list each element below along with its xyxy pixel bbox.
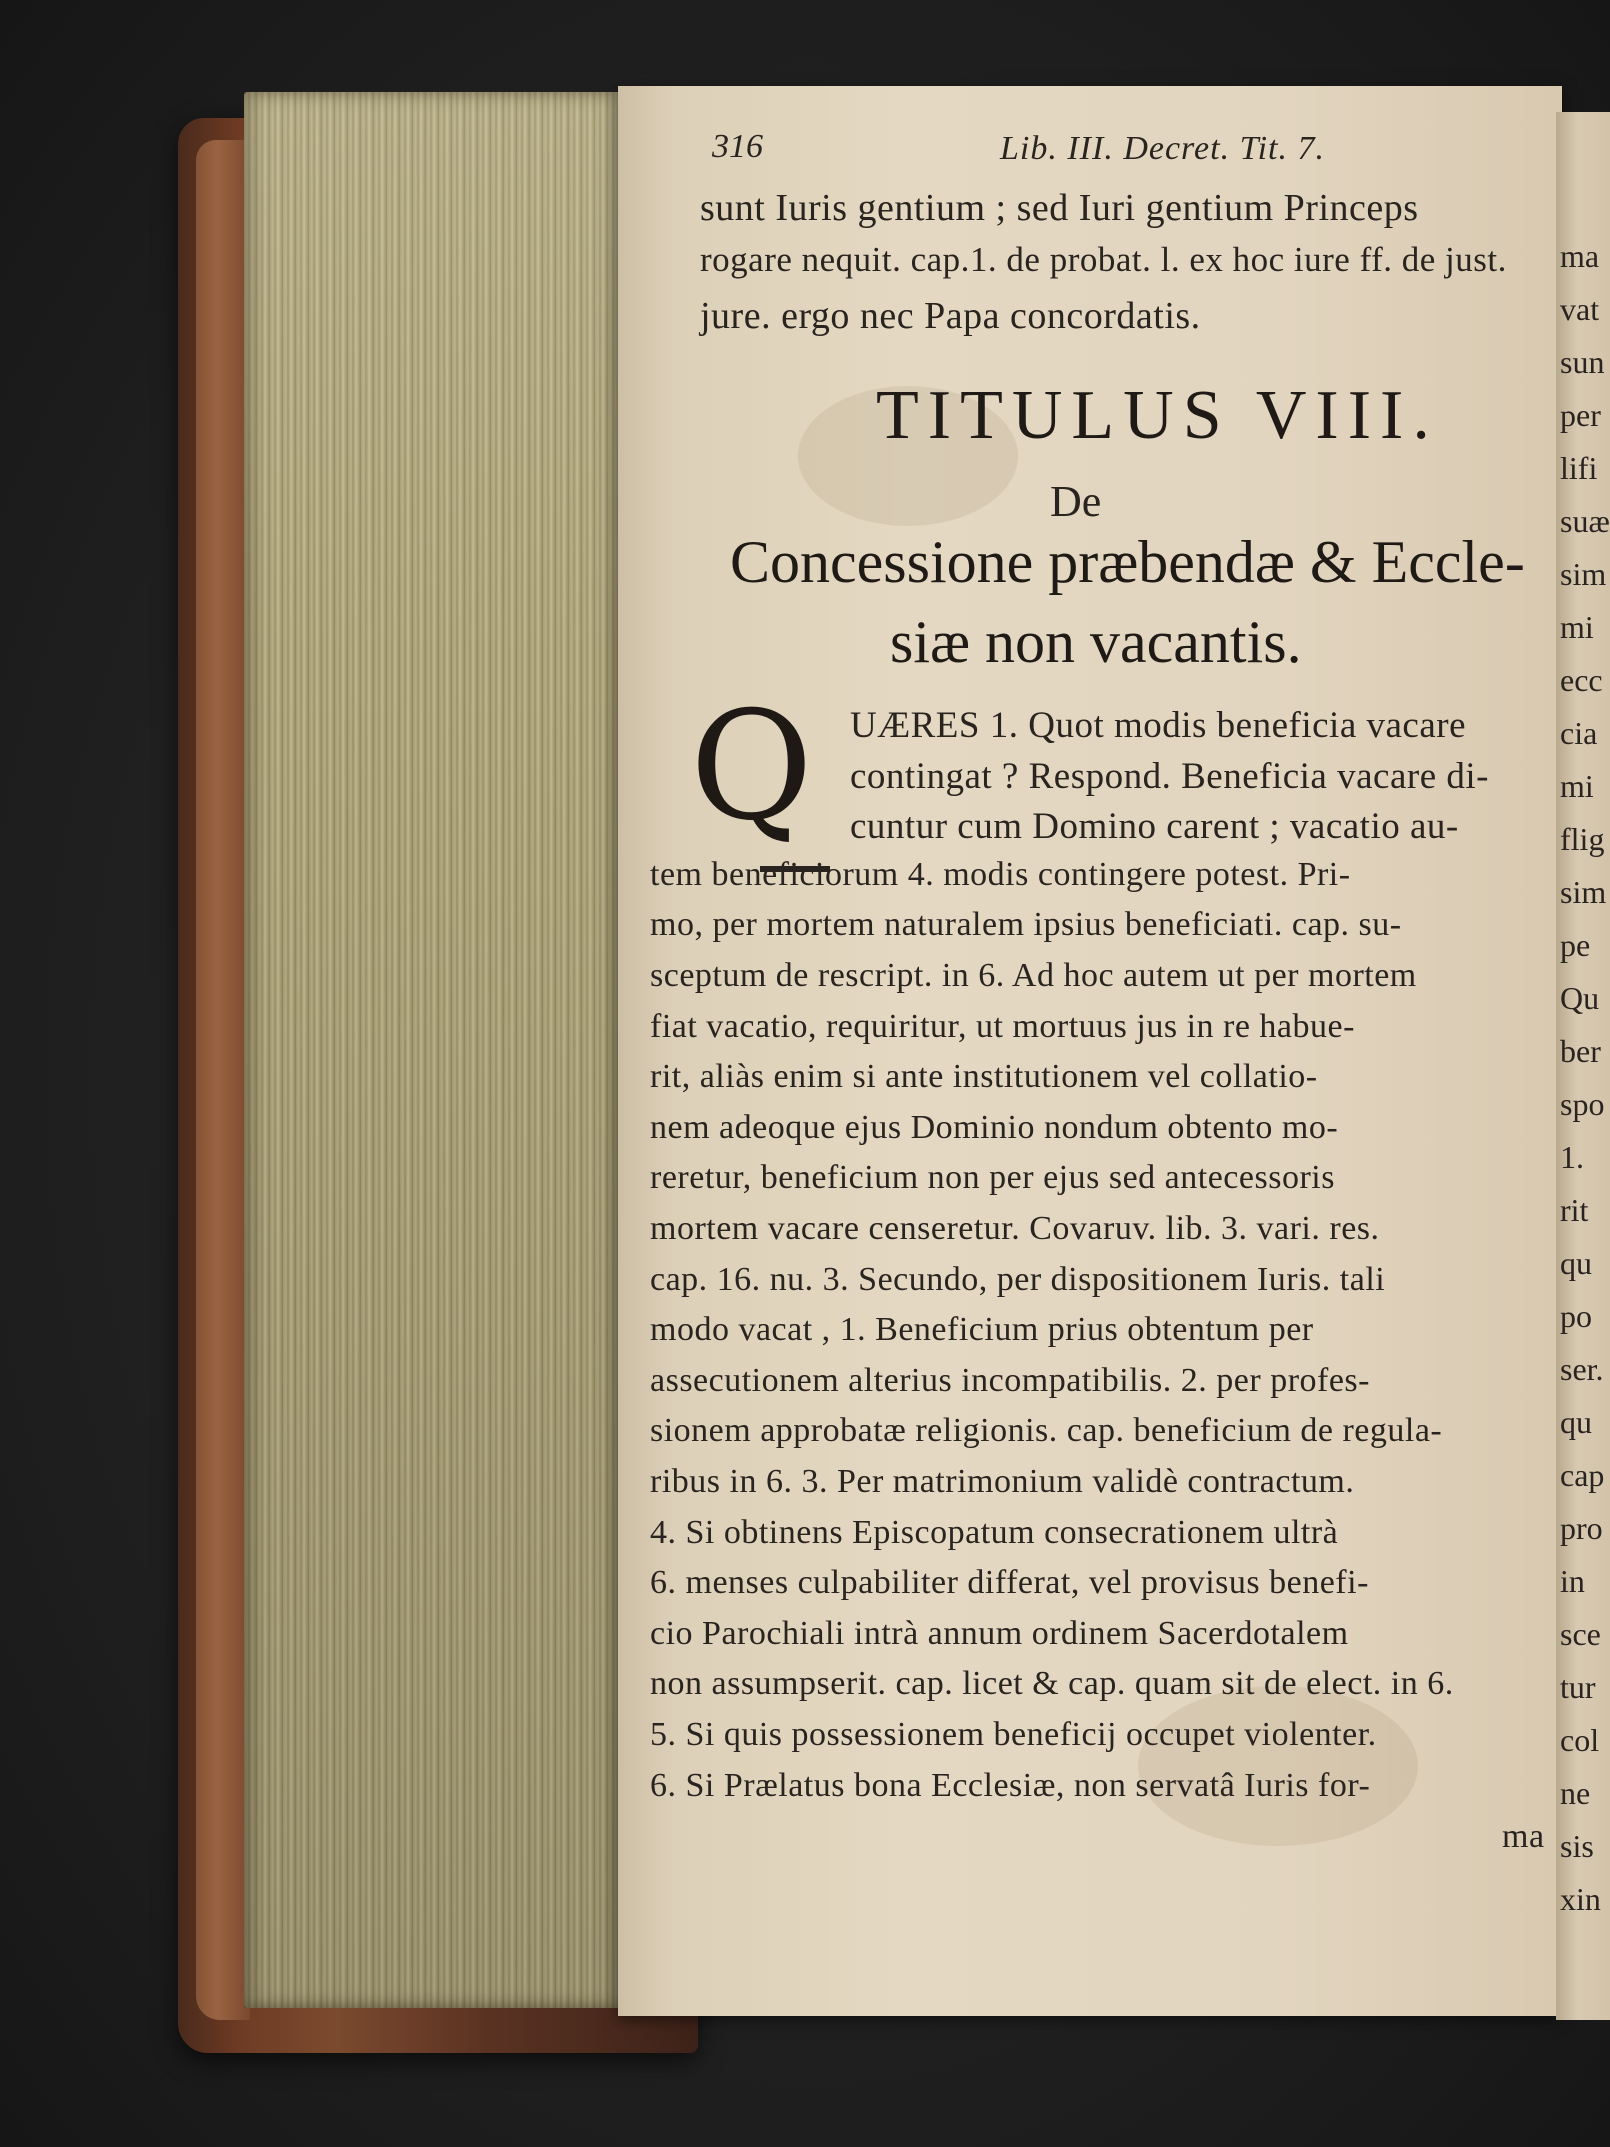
paragraph-line: 4. Si obtinens Episcopatum consecrationem ultrà bbox=[650, 1513, 1339, 1551]
running-head bbox=[0, 128, 1610, 178]
paragraph-line: UÆRES 1. Quot modis beneficia vacare bbox=[850, 705, 1467, 746]
paragraph-line: tem beneficiorum 4. modis contingere potest. Pri- bbox=[650, 855, 1351, 893]
facing-page-fragment: in bbox=[1560, 1563, 1585, 1599]
paragraph-line: sceptum de rescript. in 6. Ad hoc autem ut per mortem bbox=[650, 957, 1417, 994]
facing-page-fragment: Qu bbox=[1560, 980, 1600, 1016]
paragraph-line: ribus in 6. 3. Per matrimonium validè contractum. bbox=[650, 1463, 1355, 1500]
facing-page-fragment: flig bbox=[1560, 821, 1605, 857]
section-subtitle-line-2: siæ non vacantis. bbox=[890, 609, 1302, 675]
facing-page-fragment: per bbox=[1560, 397, 1601, 433]
paragraph-line: rit, aliàs enim si ante institutionem vel collatio- bbox=[650, 1058, 1318, 1096]
facing-page-fragment: sce bbox=[1560, 1616, 1601, 1652]
paragraph-line: non assumpserit. cap. licet & cap. quam sit de elect. in 6. bbox=[650, 1665, 1454, 1703]
paragraph-line: 5. Si quis possessionem beneficij occupet violenter. bbox=[650, 1716, 1377, 1753]
text-line: sunt Iuris gentium ; sed Iuri gentium Princeps bbox=[700, 187, 1419, 229]
text-line: jure. ergo nec Papa concordatis. bbox=[700, 295, 1201, 337]
facing-page-fragment: ber bbox=[1560, 1033, 1601, 1069]
facing-page-fragment: col bbox=[1560, 1722, 1600, 1758]
facing-page-fragment: vat bbox=[1560, 291, 1600, 327]
facing-page-fragment: ne bbox=[1560, 1775, 1591, 1811]
paragraph-line: contingat ? Respond. Beneficia vacare di- bbox=[850, 755, 1489, 797]
paragraph-line: cio Parochiali intrà annum ordinem Sacerdotalem bbox=[650, 1614, 1349, 1652]
catchword: ma bbox=[1502, 1818, 1545, 1855]
section-title: TITULUS VIII. bbox=[876, 377, 1439, 454]
page-edges-shade bbox=[244, 92, 626, 2008]
text-line: rogare nequit. cap.1. de probat. l. ex hoc iure ff. de just. bbox=[700, 240, 1507, 279]
section-subtitle-line-1: Concessione præbendæ & Eccle- bbox=[730, 529, 1525, 595]
paragraph-line: modo vacat , 1. Beneficium prius obtentum per bbox=[650, 1311, 1314, 1349]
paragraph-line: assecutionem alterius incompatibilis. 2. per profes- bbox=[650, 1361, 1370, 1399]
paragraph-line: 6. menses culpabiliter differat, vel provisus benefi- bbox=[650, 1564, 1369, 1602]
paragraph-line: fiat vacatio, requiritur, ut mortuus jus in re habue- bbox=[650, 1007, 1355, 1045]
paragraph-line: 6. Si Prælatus bona Ecclesiæ, non servatâ Iuris for- bbox=[650, 1766, 1371, 1804]
facing-page-fragment: spo bbox=[1560, 1086, 1605, 1122]
facing-page-fragment: pro bbox=[1560, 1510, 1603, 1546]
facing-page-fragment: tur bbox=[1560, 1669, 1596, 1705]
facing-page-fragment: ser. bbox=[1560, 1351, 1604, 1387]
facing-page-fragment: pe bbox=[1560, 927, 1591, 963]
facing-page-fragment: qu bbox=[1560, 1245, 1592, 1281]
facing-page-fragment: cap bbox=[1560, 1457, 1605, 1493]
paragraph-line: reretur, beneficium non per ejus sed antecessoris bbox=[650, 1159, 1335, 1197]
facing-page-fragment: sim bbox=[1560, 556, 1607, 592]
facing-page-fragment: xin bbox=[1560, 1881, 1601, 1917]
facing-page-fragment: lifi bbox=[1560, 450, 1598, 486]
facing-page-fragment: mi bbox=[1560, 768, 1594, 804]
paragraph-line: sionem approbatæ religionis. cap. beneficium de regula- bbox=[650, 1412, 1443, 1450]
paragraph-line: cap. 16. nu. 3. Secundo, per dispositionem Iuris. tali bbox=[650, 1260, 1386, 1298]
facing-page-fragment: qu bbox=[1560, 1404, 1592, 1440]
facing-page-fragment: 1. bbox=[1560, 1139, 1584, 1175]
facing-page-fragment: cia bbox=[1560, 715, 1598, 751]
facing-page-fragment: mi bbox=[1560, 609, 1594, 645]
facing-page-fragment: ma bbox=[1560, 238, 1600, 274]
paragraph-line: mortem vacare censeretur. Covaruv. lib. 3. vari. res. bbox=[650, 1210, 1380, 1247]
paragraph-line: mo, per mortem naturalem ipsius beneficiati. cap. su- bbox=[650, 906, 1402, 944]
paragraph-line: cuntur cum Domino carent ; vacatio au- bbox=[850, 806, 1459, 848]
title-de: De bbox=[1050, 477, 1102, 526]
facing-page-fragment: sim bbox=[1560, 874, 1607, 910]
facing-page-fragment: po bbox=[1560, 1298, 1592, 1334]
facing-page-fragment: sun bbox=[1560, 344, 1605, 380]
drop-cap: Q bbox=[690, 680, 813, 854]
running-head-text: Lib. III. Decret. Tit. 7. bbox=[1000, 130, 1325, 167]
facing-page-fragment: ecc bbox=[1560, 662, 1603, 698]
page-number: 316 bbox=[712, 128, 763, 165]
facing-page bbox=[1556, 112, 1610, 2020]
facing-page-fragment: suæ bbox=[1560, 503, 1610, 539]
cover-edge bbox=[196, 140, 250, 2020]
facing-page-fragment: sis bbox=[1560, 1828, 1594, 1864]
paragraph-line: nem adeoque ejus Dominio nondum obtento mo- bbox=[650, 1108, 1339, 1146]
facing-page-fragment: rit bbox=[1560, 1192, 1589, 1228]
